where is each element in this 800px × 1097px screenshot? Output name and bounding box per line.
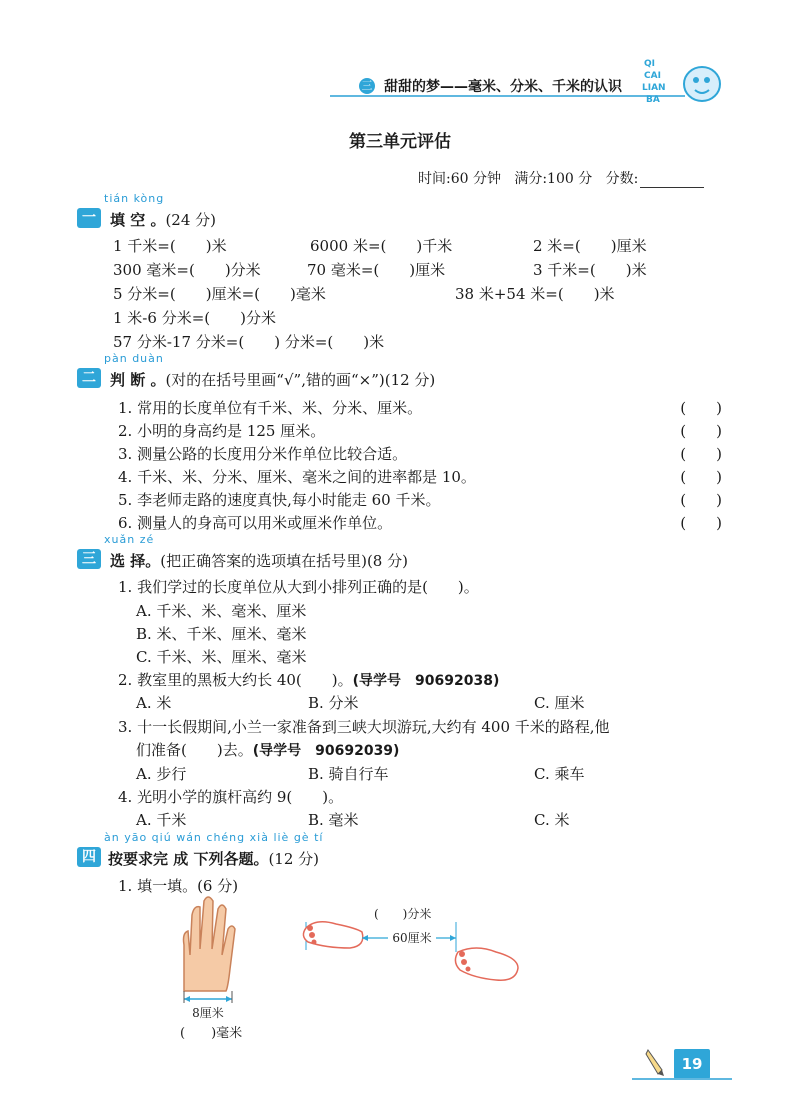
exam-meta	[418, 168, 704, 188]
fill-item: 3 千米=( )米	[533, 261, 647, 279]
fill-item: 6000 米=( )千米	[310, 237, 453, 255]
choice-option[interactable]: B. 毫米	[308, 811, 359, 829]
page-title: 第三单元评估	[349, 132, 451, 152]
section4-title: 按要求完 成 下列各题。(12 分)	[108, 850, 320, 868]
choice-q3-stem-cont: 们准备( )去。(导学号 90692039)	[136, 741, 400, 759]
fill-item: 70 毫米=( )厘米	[307, 261, 446, 279]
fill-item: 38 米+54 米=( )米	[455, 285, 615, 303]
logo-bubble-icon	[640, 52, 730, 112]
section2-badge: 二	[77, 368, 101, 388]
section4-sub1: 1. 填一填。(6 分)	[118, 877, 239, 895]
logo-letter-lian: LIAN	[642, 83, 666, 93]
choice-q1-stem: 1. 我们学过的长度单位从大到小排列正确的是( )。	[118, 578, 479, 596]
logo-letter-qi: QI	[644, 59, 655, 69]
choice-option[interactable]: B. 分米	[308, 694, 359, 712]
judge-answer-paren[interactable]: ( )	[680, 422, 722, 440]
section4-badge: 四	[77, 847, 101, 867]
section3-title: 选 择。(把正确答案的选项填在括号里)(8 分)	[110, 552, 408, 570]
section3-pinyin: xuǎn zé	[104, 533, 155, 546]
page-number: 19	[674, 1049, 710, 1079]
judge-answer-paren[interactable]: ( )	[680, 445, 722, 463]
fill-item: 300 毫米=( )分米	[113, 261, 261, 279]
choice-option[interactable]: C. 米	[534, 811, 570, 829]
section3-badge: 三	[77, 549, 101, 569]
pencil-icon	[644, 1046, 670, 1078]
judge-item: 6. 测量人的身高可以用米或厘米作单位。	[118, 514, 393, 532]
judge-item: 1. 常用的长度单位有千米、米、分米、厘米。	[118, 399, 423, 417]
header-title: 甜甜的梦——毫米、分米、千米的认识	[384, 79, 622, 95]
section1-badge: 一	[77, 208, 101, 228]
guide-number: (导学号 90692038)	[352, 673, 500, 689]
fill-item: 2 米=( )厘米	[533, 237, 647, 255]
choice-option[interactable]: B. 米、千米、厘米、毫米	[136, 625, 307, 643]
choice-q2-stem: 2. 教室里的黑板大约长 40( )。(导学号 90692038)	[118, 671, 500, 689]
judge-answer-paren[interactable]: ( )	[680, 399, 722, 417]
score-blank[interactable]	[640, 174, 704, 188]
header-section-badge: 三	[359, 78, 375, 94]
judge-item: 5. 李老师走路的速度真快,每小时能走 60 千米。	[118, 491, 441, 509]
choice-q4-stem: 4. 光明小学的旗杆高约 9( )。	[118, 788, 344, 806]
fill-item: 1 米-6 分米=( )分米	[113, 309, 276, 327]
hand-answer-blank[interactable]: ( )毫米	[180, 1026, 243, 1041]
section1-title: 填 空 。(24 分)	[110, 211, 217, 229]
choice-option[interactable]: C. 乘车	[534, 765, 585, 783]
judge-item: 4. 千米、米、分米、厘米、毫米之间的进率都是 10。	[118, 468, 476, 486]
logo-letter-ba: BA	[646, 95, 660, 105]
meta-time: 时间:60 分钟	[418, 171, 501, 187]
judge-answer-paren[interactable]: ( )	[680, 468, 722, 486]
header-rule	[330, 95, 685, 97]
section1-pinyin: tián kòng	[104, 192, 165, 205]
page-rule	[632, 1078, 732, 1080]
judge-item: 3. 测量公路的长度用分米作单位比较合适。	[118, 445, 408, 463]
judge-answer-paren[interactable]: ( )	[680, 491, 722, 509]
choice-option[interactable]: A. 米	[136, 694, 172, 712]
section2-pinyin: pàn duàn	[104, 352, 164, 365]
footprints-icon	[296, 902, 536, 1002]
fill-item: 57 分米-17 分米=( ) 分米=( )米	[113, 333, 385, 351]
choice-option[interactable]: C. 千米、米、厘米、毫米	[136, 648, 307, 666]
guide-number: (导学号 90692039)	[252, 743, 400, 759]
logo-letter-cai: CAI	[644, 71, 661, 81]
judge-item: 2. 小明的身高约是 125 厘米。	[118, 422, 326, 440]
choice-option[interactable]: A. 千米	[136, 811, 187, 829]
section2-title: 判 断 。(对的在括号里画“√”,错的画“×”)(12 分)	[110, 371, 436, 389]
meta-full-score: 满分:100 分	[514, 171, 593, 187]
section4-pinyin: àn yāo qiú wán chéng xià liè gè tí	[104, 831, 324, 844]
choice-option[interactable]: C. 厘米	[534, 694, 585, 712]
choice-q3-stem: 3. 十一长假期间,小兰一家准备到三峡大坝游玩,大约有 400 千米的路程,他	[118, 718, 610, 736]
fill-item: 1 千米=( )米	[113, 237, 227, 255]
hand-icon	[170, 895, 250, 1025]
choice-option[interactable]: B. 骑自行车	[308, 765, 389, 783]
feet-distance-label: 60厘米	[392, 931, 432, 945]
fill-item: 5 分米=( )厘米=( )毫米	[113, 285, 326, 303]
meta-score-label: 分数:	[605, 171, 639, 187]
hand-width-label: 8厘米	[192, 1006, 224, 1020]
choice-option[interactable]: A. 步行	[136, 765, 187, 783]
choice-option[interactable]: A. 千米、米、毫米、厘米	[136, 602, 307, 620]
feet-distance-answer: ( )分米	[374, 907, 432, 921]
judge-answer-paren[interactable]: ( )	[680, 514, 722, 532]
